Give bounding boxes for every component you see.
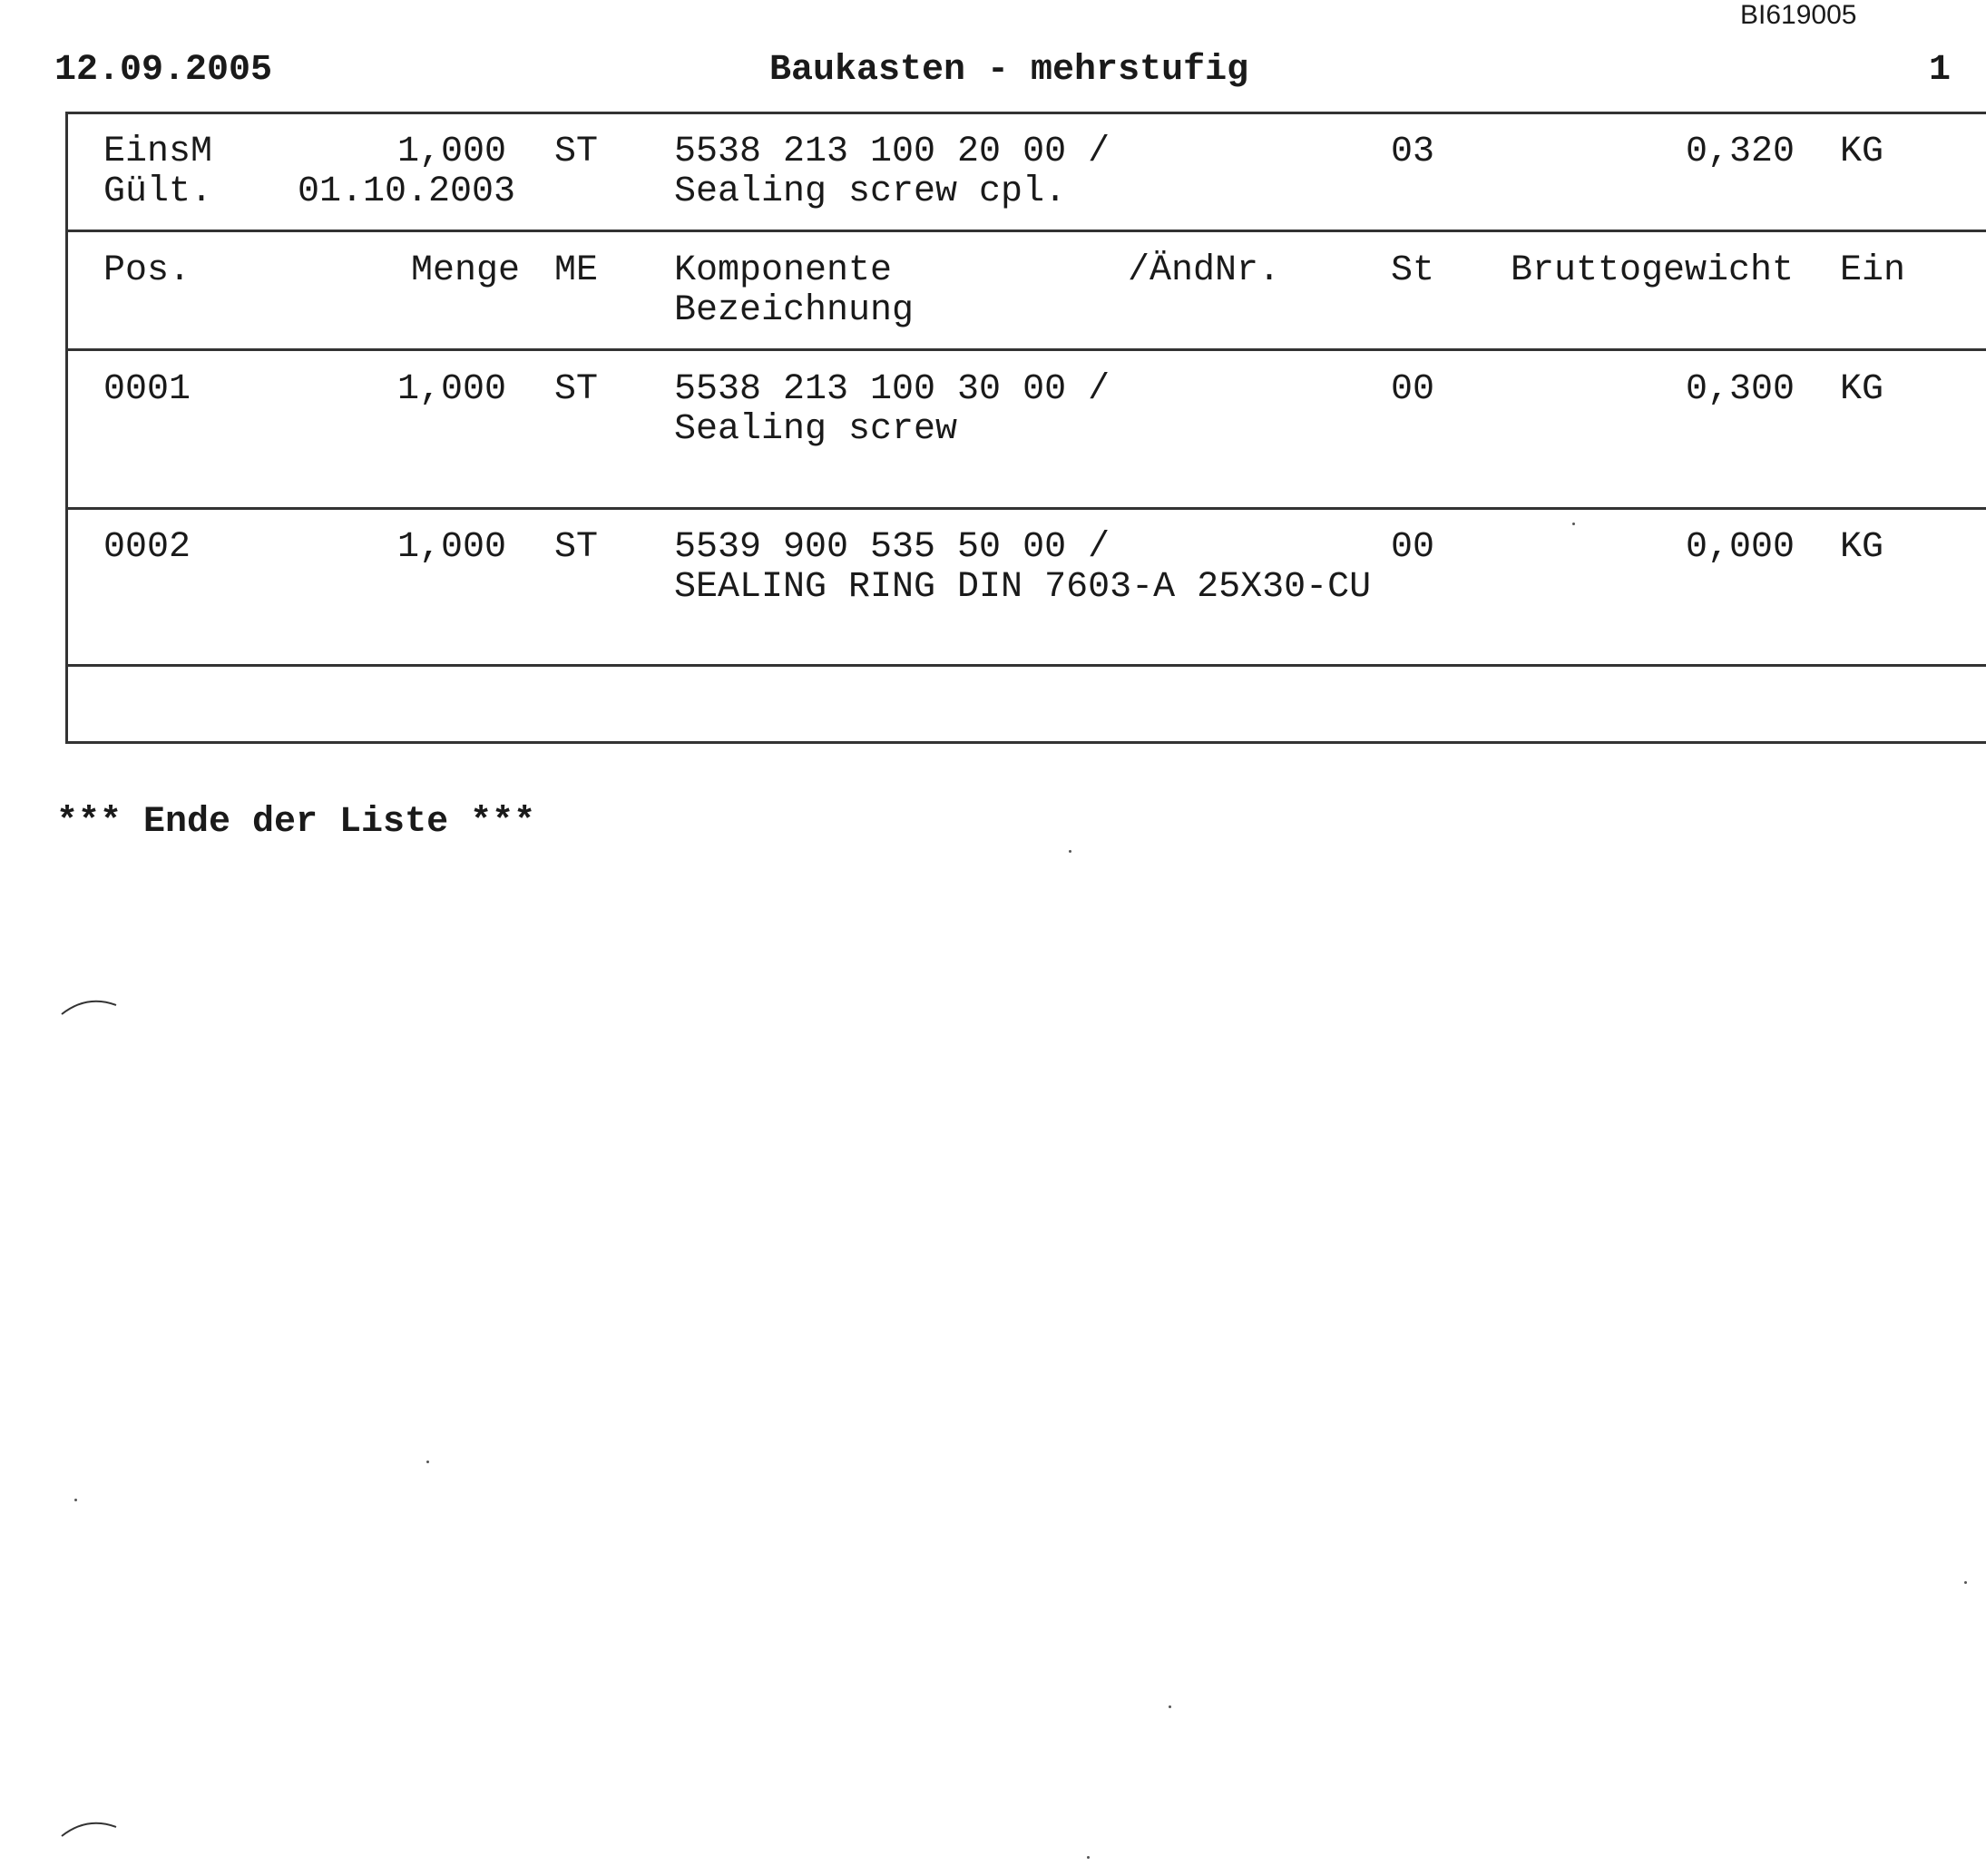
row-weight-unit: KG — [1840, 369, 1884, 410]
row-menge: 1,000 — [396, 527, 506, 568]
divider-line — [65, 348, 1986, 351]
assembly-st: 03 — [1391, 132, 1435, 172]
assembly-unit: ST — [554, 132, 599, 172]
row-pos: 0001 — [103, 369, 191, 410]
scan-speck — [1964, 1581, 1967, 1584]
col-header-komponente: Komponente — [674, 250, 893, 291]
report-date: 12.09.2005 — [54, 50, 273, 91]
scan-speck — [74, 1499, 77, 1501]
scan-speck — [1087, 1856, 1090, 1859]
assembly-valid-label: Gült. — [103, 171, 213, 212]
report-title: Baukasten - mehrstufig — [769, 50, 1249, 91]
assembly-description: Sealing screw cpl. — [674, 171, 1067, 212]
row-weight-unit: KG — [1840, 527, 1884, 568]
assembly-component: 5538 213 100 20 00 / — [674, 132, 1110, 172]
document-id: BI619005 — [1740, 0, 1857, 30]
assembly-weight: 0,320 — [1685, 132, 1795, 172]
row-bezeichnung: Sealing screw — [674, 409, 958, 450]
col-header-st: St — [1391, 250, 1435, 291]
row-komponente: 5538 213 100 30 00 / — [674, 369, 1110, 410]
col-header-bruttogewicht: Bruttogewicht — [1511, 250, 1795, 291]
assembly-qty-label: EinsM — [103, 132, 213, 172]
row-menge: 1,000 — [396, 369, 506, 410]
row-st: 00 — [1391, 527, 1435, 568]
col-header-pos: Pos. — [103, 250, 191, 291]
punch-hole-mark — [60, 992, 118, 1029]
row-st: 00 — [1391, 369, 1435, 410]
end-of-list: *** Ende der Liste *** — [56, 802, 536, 843]
col-header-menge: Menge — [411, 250, 521, 291]
col-header-ein: Ein — [1840, 250, 1906, 291]
row-bezeichnung: SEALING RING DIN 7603-A 25X30-CU — [674, 567, 1372, 608]
assembly-weight-unit: KG — [1840, 132, 1884, 172]
row-weight: 0,300 — [1685, 369, 1795, 410]
row-me: ST — [554, 527, 599, 568]
page-number: 1 — [1929, 50, 1952, 91]
assembly-valid-date: 01.10.2003 — [298, 171, 516, 212]
divider-line — [65, 507, 1986, 510]
row-komponente: 5539 900 535 50 00 / — [674, 527, 1110, 568]
col-header-bezeichnung: Bezeichnung — [674, 290, 915, 331]
scan-speck — [1169, 1705, 1171, 1708]
punch-hole-mark — [60, 1814, 118, 1851]
divider-line — [65, 230, 1986, 232]
divider-line — [65, 664, 1986, 667]
row-pos: 0002 — [103, 527, 191, 568]
scan-speck — [426, 1461, 429, 1463]
scan-speck — [1572, 523, 1575, 525]
assembly-qty: 1,000 — [396, 132, 506, 172]
col-header-aendnr: /ÄndNr. — [1128, 250, 1281, 291]
row-me: ST — [554, 369, 599, 410]
row-weight: 0,000 — [1685, 527, 1795, 568]
col-header-me: ME — [554, 250, 599, 291]
scan-speck — [1069, 850, 1071, 853]
